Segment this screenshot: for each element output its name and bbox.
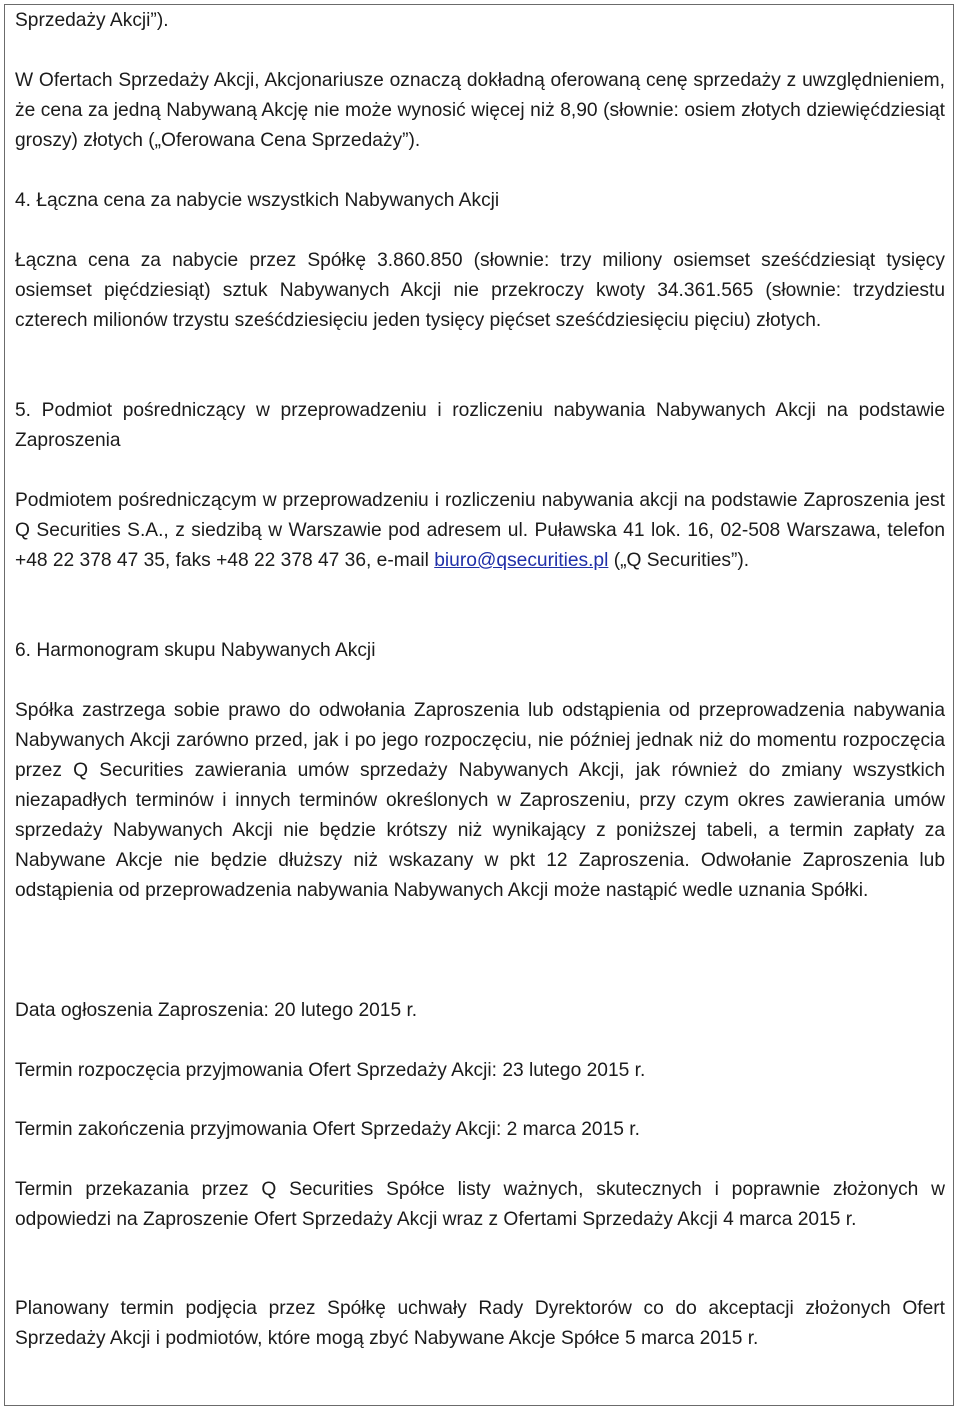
broker-text-end: („Q Securities”). — [608, 550, 750, 571]
paragraph-text: Łączna cena za nabycie przez Spółkę 3.860.850 (słownie: trzy miliony osiemset sześćdziesiąt tysięcy osiemset pięćdziesiąt) sztuk Nabywanych Akcji nie przekroczy kwoty 34.361.565 (słownie: trzydziestu czterech milionów trzystu sześćdziesięciu jeden tysięcy pięćset sześćdziesięciu pięciu) złotych. — [15, 250, 945, 331]
email-link[interactable]: biuro@qsecurities.pl — [434, 550, 609, 571]
paragraph-text: Spółka zastrzega sobie prawo do odwołania Zaproszenia lub odstąpienia od przeprowadzenia nabywania Nabywanych Akcji zarówno przed, jak i po jego rozpoczęciu, nie później jednak niż do momentu rozpoczęcia przez Q Securities zawierania umów sprzedaży Nabywanych Akcji, jak również do zmiany wszystkich niezapadłych terminów i innych terminów określonych w Zaproszeniu, przy czym okres zawierania umów sprzedaży Nabywanych Akcji nie będzie krótszy niż wynikający z poniższej tabeli, a termin zapłaty za Nabywane Akcje nie będzie dłuższy niż wskazany w pkt 12 Zaproszenia. Odwołanie Zaproszenia lub odstąpienia od przeprowadzenia nabywania Nabywanych Akcji może nastąpić wedle uznania Spółki. — [15, 700, 945, 901]
total-price-paragraph — [15, 246, 945, 336]
date-text: Termin przekazania przez Q Securities Spółce listy ważnych, skutecznych i poprawnie złożonych w odpowiedzi na Zaproszenie Ofert Sprzedaży Akcji wraz z Ofertami Sprzedaży Akcji 4 marca 2015 r. — [15, 1179, 945, 1230]
date-text: Termin rozpoczęcia przyjmowania Ofert Sprzedaży Akcji: 23 lutego 2015 r. — [15, 1060, 646, 1081]
text-line: Sprzedaży Akcji”). — [15, 10, 169, 31]
offer-price-paragraph — [15, 66, 945, 156]
date-text: Termin zakończenia przyjmowania Ofert Sprzedaży Akcji: 2 marca 2015 r. — [15, 1119, 640, 1140]
list-transfer-date — [15, 1175, 945, 1235]
section-5-heading — [15, 396, 945, 456]
paragraph-text — [15, 486, 945, 576]
broker-paragraph — [15, 486, 945, 576]
offers-end-date — [15, 1115, 945, 1145]
offers-start-date — [15, 1056, 945, 1086]
date-text: Data ogłoszenia Zaproszenia: 20 lutego 2015 r. — [15, 1000, 418, 1021]
section-4-heading — [15, 186, 945, 216]
heading-text: 4. Łączna cena za nabycie wszystkich Nabywanych Akcji — [15, 190, 500, 211]
heading-text: 6. Harmonogram skupu Nabywanych Akcji — [15, 640, 376, 661]
fragment-line — [15, 6, 945, 36]
schedule-paragraph — [15, 696, 945, 906]
resolution-date — [15, 1294, 945, 1354]
announcement-date — [15, 996, 945, 1026]
date-text: Planowany termin podjęcia przez Spółkę uchwały Rady Dyrektorów co do akceptacji złożonych Ofert Sprzedaży Akcji i podmiotów, które mogą zbyć Nabywane Akcje Spółce 5 marca 2015 r. — [15, 1298, 945, 1349]
paragraph-text: W Ofertach Sprzedaży Akcji, Akcjonariusze oznaczą dokładną oferowaną cenę sprzedaży z uwzględnieniem, że cena za jedną Nabywaną Akcję nie może wynosić więcej niż 8,90 (słownie: osiem złotych dziewięćdziesiąt groszy) złotych („Oferowana Cena Sprzedaży”). — [15, 70, 945, 151]
broker-text: Podmiotem pośredniczącym w przeprowadzeniu i rozliczeniu nabywania akcji na podstawie Zaproszenia jest Q Securities S.A., z siedzibą w Warszawie pod adresem ul. Puławska 41 lok. 16, 02-508 Warszawa, telefon +48 22 378 47 35, faks +48 22 378 47 36, e-mail — [15, 490, 945, 571]
section-6-heading — [15, 636, 945, 666]
heading-text: 5. Podmiot pośredniczący w przeprowadzeniu i rozliczeniu nabywania Nabywanych Akcji na podstawie Zaproszenia — [15, 400, 945, 451]
